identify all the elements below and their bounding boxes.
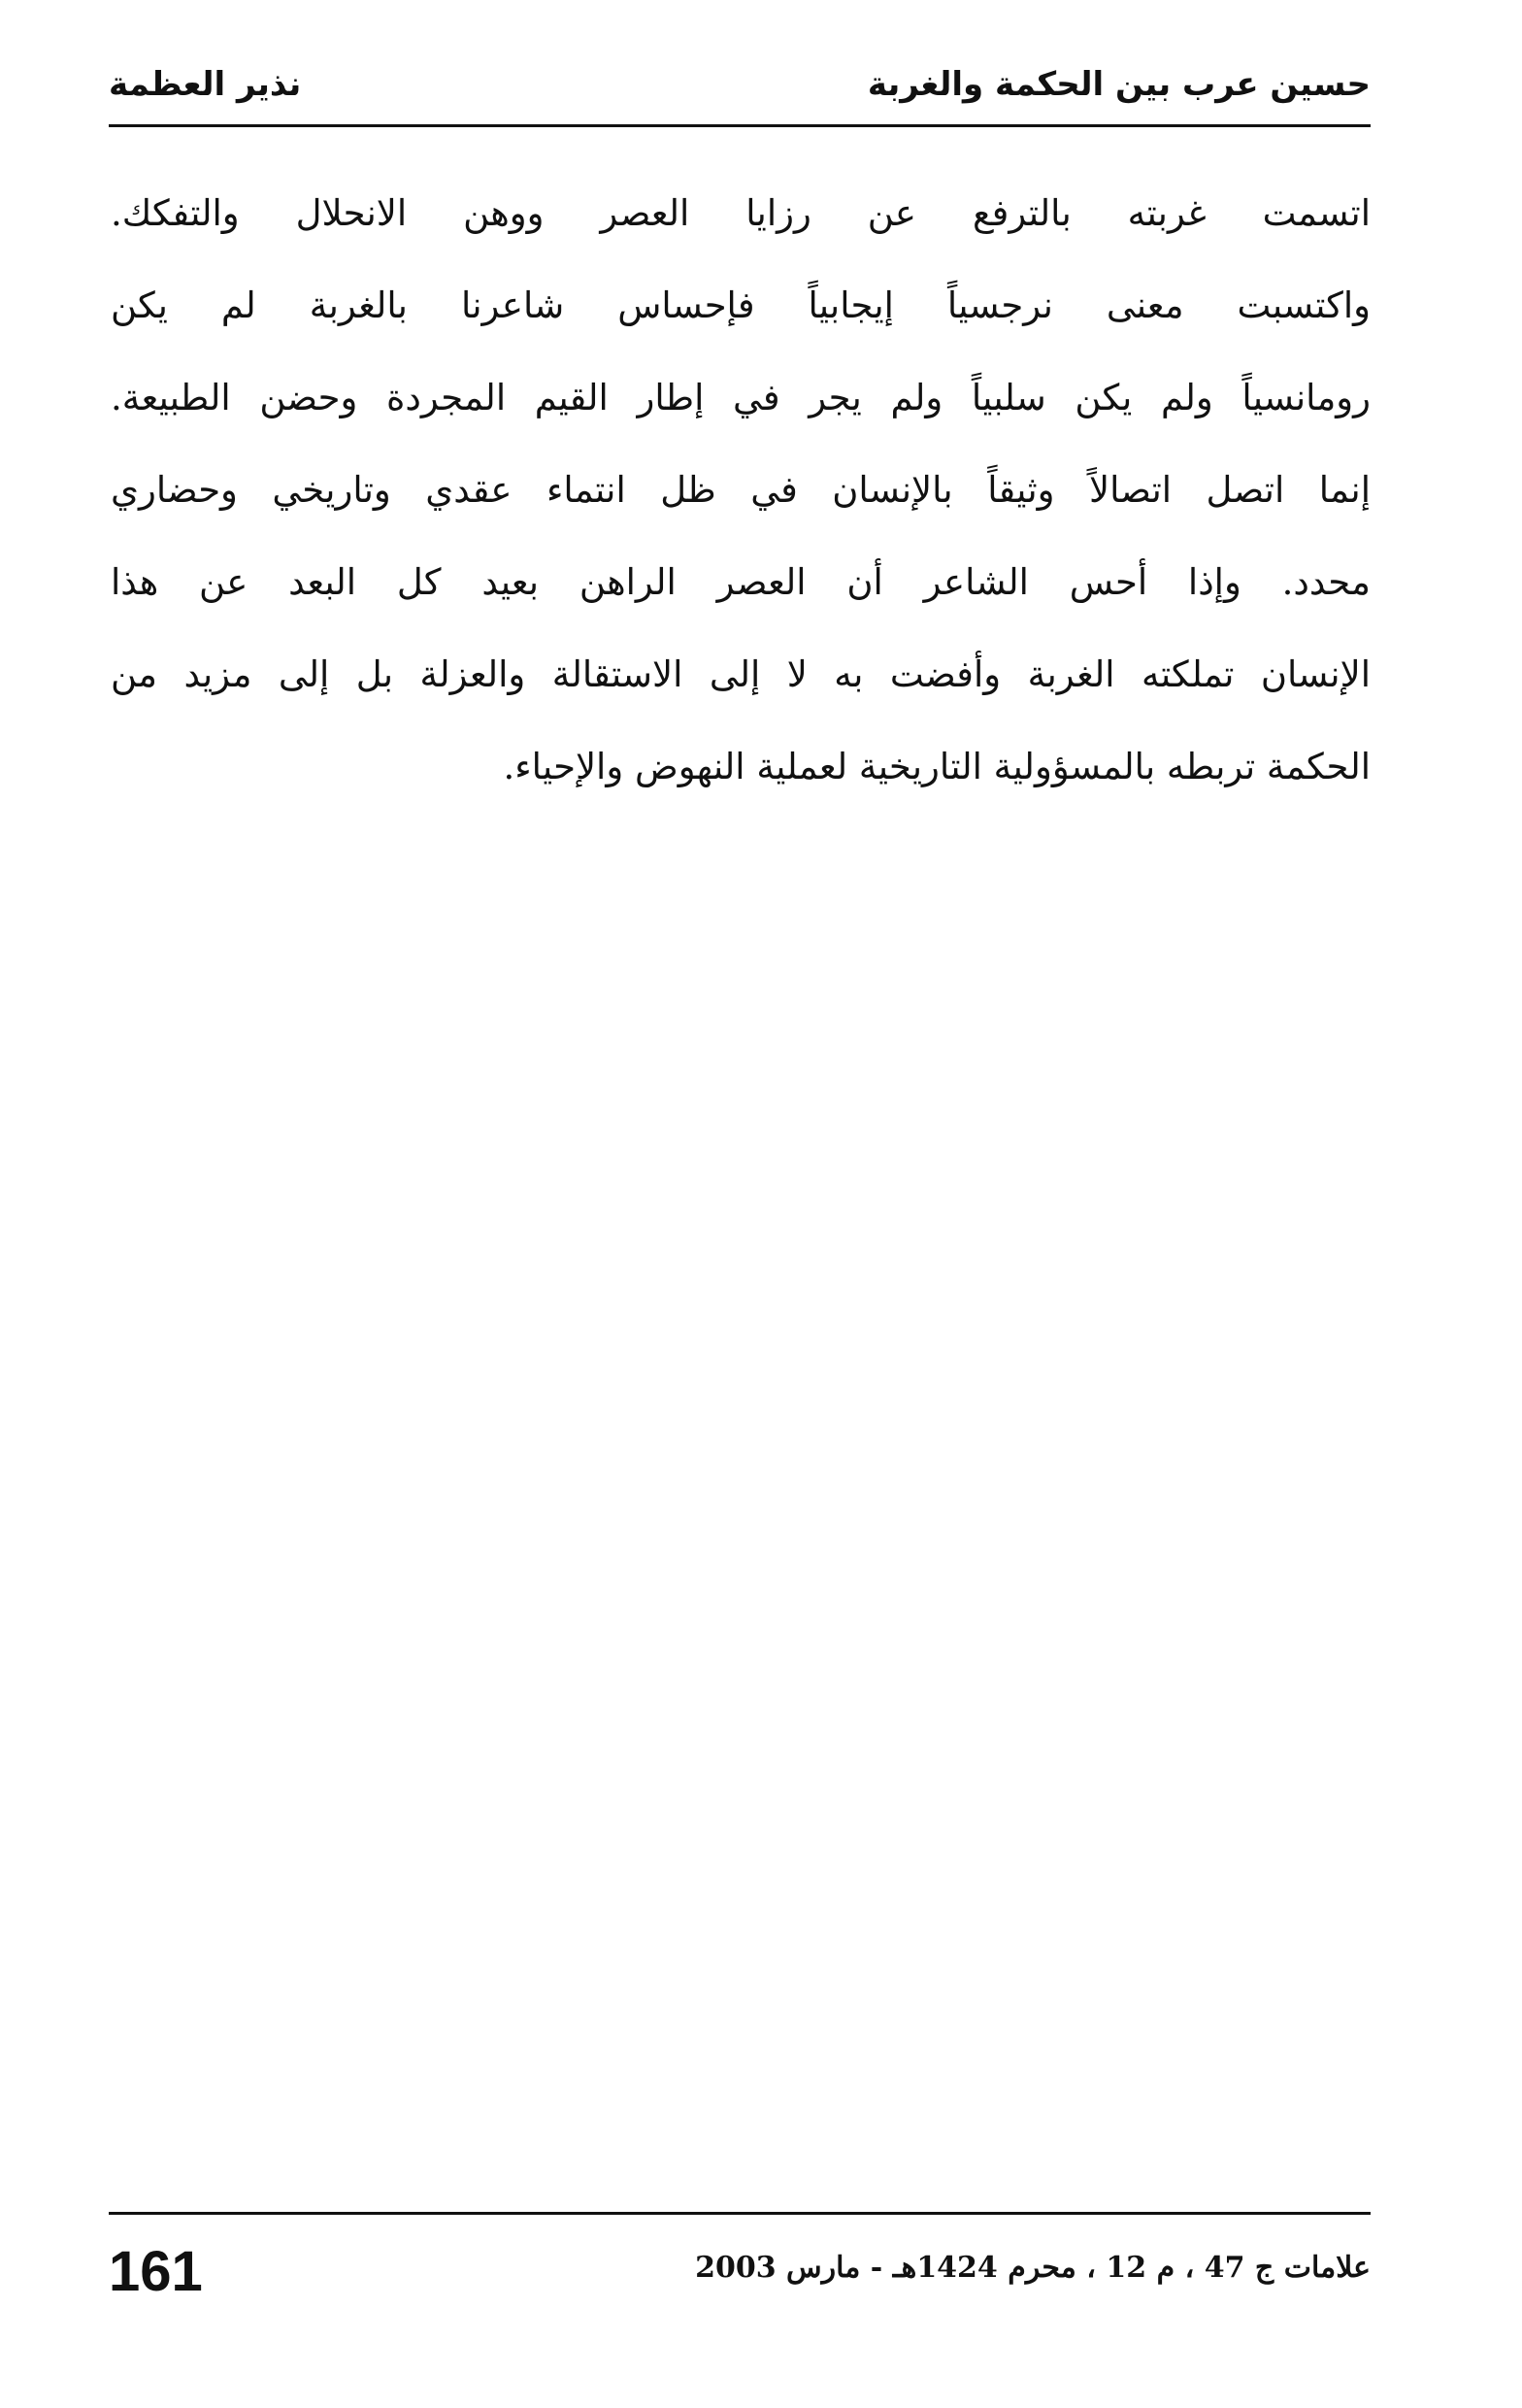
body-paragraph: [111, 167, 1371, 813]
text-line: إنما اتصل اتصالاً وثيقاً بالإنسان في ظل انتماء عقدي وتاريخي وحضاري: [111, 469, 1371, 511]
journal-citation: علامات ج 47 ، م 12 ، محرم 1424هـ - مارس 2003: [695, 2251, 1371, 2285]
author-name: نذير العظمة: [109, 65, 302, 104]
text-line: اتسمت غربته بالترفع عن رزايا العصر ووهن الانحلال والتفكك.: [111, 192, 1371, 234]
footer-divider: [109, 2212, 1371, 2215]
header-divider: [109, 124, 1371, 127]
text-line: رومانسياً ولم يكن سلبياً ولم يجر في إطار القيم المجردة وحضن الطبيعة.: [111, 377, 1371, 418]
text-line: محدد. وإذا أحس الشاعر أن العصر الراهن بعيد كل البعد عن هذا: [111, 561, 1371, 603]
article-title: حسين عرب بين الحكمة والغربة: [867, 65, 1371, 104]
text-line: الإنسان تملكته الغربة وأفضت به لا إلى الاستقالة والعزلة بل إلى مزيد من: [111, 653, 1371, 695]
page-number: 161: [109, 2240, 203, 2303]
text-line: الحكمة تربطه بالمسؤولية التاريخية لعملية النهوض والإحياء.: [503, 746, 1371, 787]
text-line: واكتسبت معنى نرجسياً إيجابياً فإحساس شاعرنا بالغربة لم يكن: [111, 284, 1371, 326]
running-header: [109, 50, 1371, 118]
page-footer: [109, 2233, 1371, 2311]
